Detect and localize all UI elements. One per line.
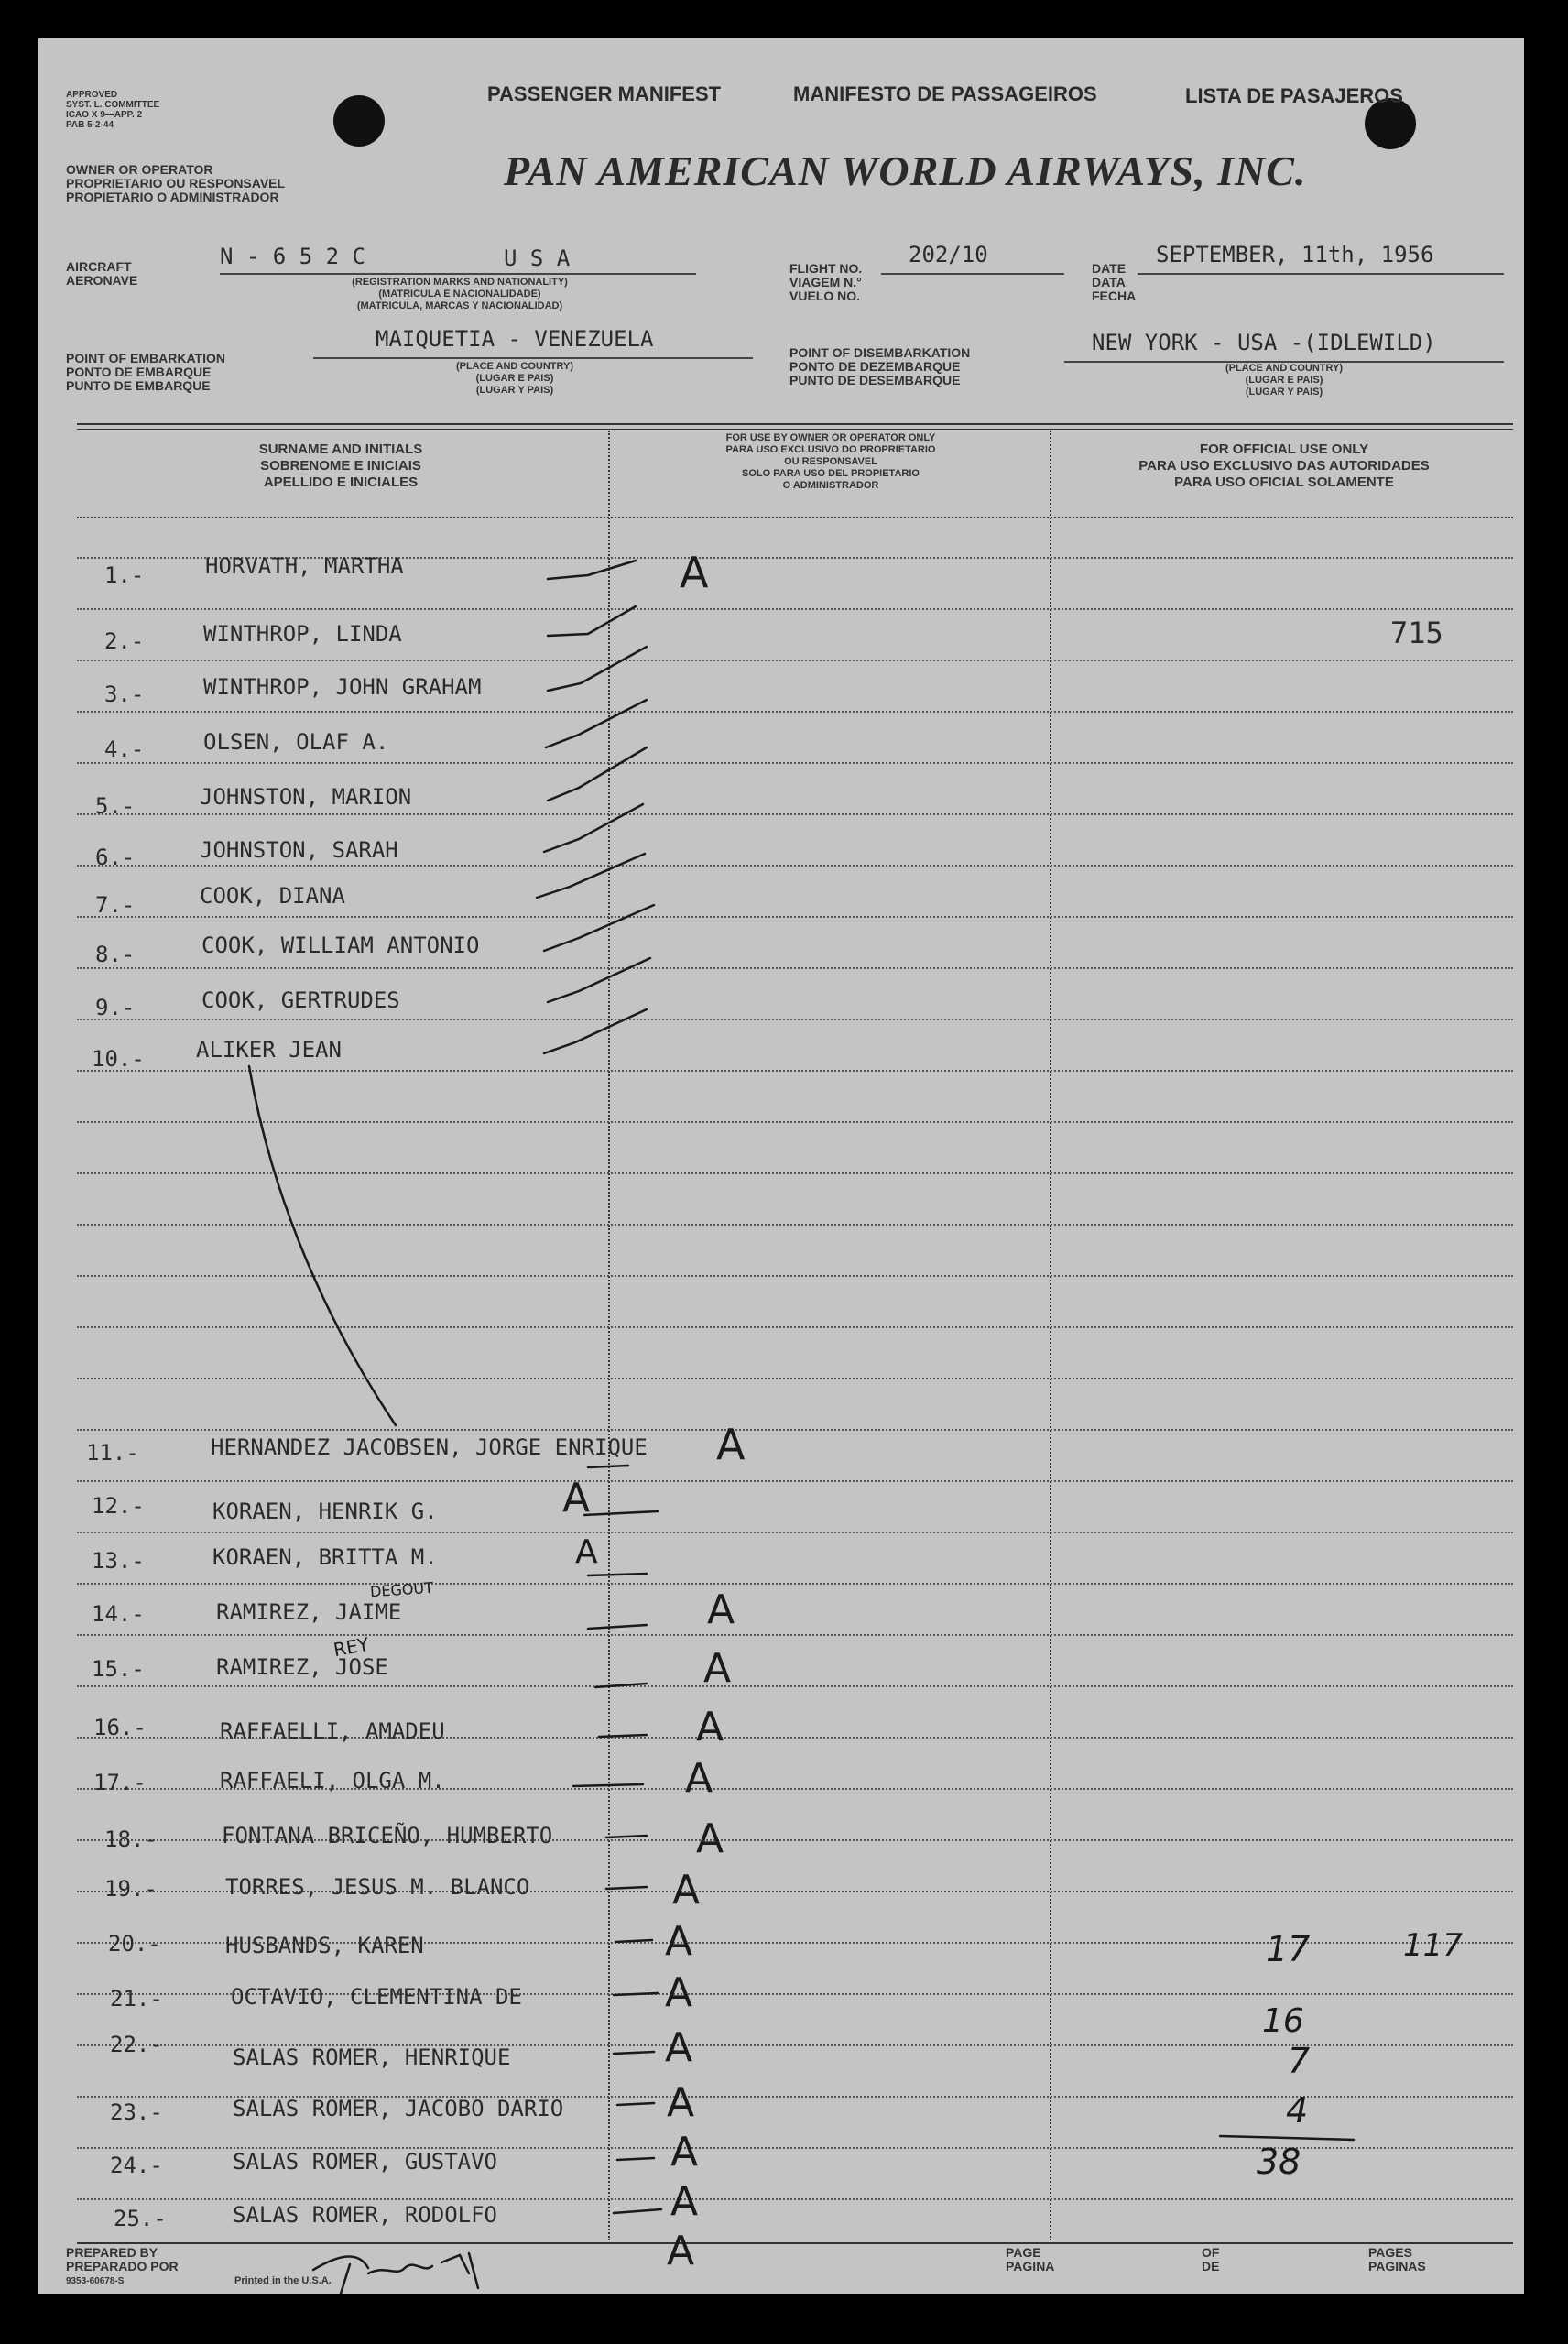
disembarkation-label-line: POINT OF DISEMBARKATION xyxy=(789,345,971,360)
embarkation-label-line: PUNTO DE EMBARQUE xyxy=(66,378,211,393)
aircraft-label-line: AIRCRAFT xyxy=(66,259,132,274)
dash-mark xyxy=(599,1735,647,1737)
note-degout: DEGOUT xyxy=(369,1578,434,1601)
title-english: PASSENGER MANIFEST xyxy=(487,82,722,105)
passenger-number: 8.- xyxy=(95,942,136,967)
title-spanish: LISTA DE PASAJEROS xyxy=(1185,84,1403,107)
owner-label-line: OWNER OR OPERATOR xyxy=(66,162,213,177)
official-number: 715 xyxy=(1390,616,1443,650)
mark-a: A xyxy=(696,1815,724,1862)
dash-mark xyxy=(588,1466,628,1467)
passenger-name: RAMIREZ, JAIME xyxy=(216,1599,402,1625)
passenger-number: 14.- xyxy=(92,1601,145,1627)
flight-label-line: VIAGEM N.° xyxy=(789,275,862,289)
aircraft-label-line: AERONAVE xyxy=(66,273,138,288)
mark-a: A xyxy=(665,1969,693,2016)
column-header-line: SOLO PARA USO DEL PROPIETARIO xyxy=(742,468,920,479)
prepared-label xyxy=(66,2246,179,2273)
mark-a: A xyxy=(680,548,709,597)
date-label-line: DATA xyxy=(1092,275,1126,289)
passenger-number: 20.- xyxy=(108,1931,161,1957)
bracket-line xyxy=(249,1066,396,1425)
dash-mark xyxy=(595,1684,647,1687)
embarkation-label-line: PONTO DE EMBARQUE xyxy=(66,365,212,379)
check-mark xyxy=(537,854,645,898)
passenger-name: HERNANDEZ JACOBSEN, JORGE ENRIQUE xyxy=(211,1434,648,1460)
passenger-number: 10.- xyxy=(92,1046,145,1072)
page-label-line: PAGINA xyxy=(1006,2259,1055,2273)
passenger-number: 23.- xyxy=(110,2099,163,2125)
aircraft-caption-line: (REGISTRATION MARKS AND NATIONALITY) xyxy=(352,277,568,288)
dash-mark xyxy=(617,2158,654,2160)
column-header-line: SOBRENOME E INICIAIS xyxy=(260,458,421,474)
aircraft-caption-line: (MATRICULA, MARCAS Y NACIONALIDAD) xyxy=(356,300,563,311)
pages-label xyxy=(1368,2246,1426,2273)
passenger-number: 5.- xyxy=(95,793,136,819)
embarkation-label-line: POINT OF EMBARKATION xyxy=(66,351,225,365)
passenger-name: SALAS ROMER, JACOBO DARIO xyxy=(233,2096,564,2121)
passenger-name: RAFFAELI, OLGA M. xyxy=(220,1768,445,1793)
pages-label-line: PAGES xyxy=(1368,2245,1412,2260)
passenger-number: 21.- xyxy=(110,1986,163,2011)
page-label xyxy=(1006,2246,1054,2273)
owner-label-line: PROPRIETARIO OU RESPONSAVEL xyxy=(66,176,286,191)
dash-mark xyxy=(614,2052,654,2054)
tally-number: 16 xyxy=(1262,2002,1304,2040)
embarkation-caption-line: (LUGAR E PAIS) xyxy=(475,373,554,384)
check-mark xyxy=(548,647,647,691)
passenger-number: 11.- xyxy=(86,1440,139,1466)
aircraft-caption-line: (MATRICULA E NACIONALIDADE) xyxy=(378,289,541,300)
flight-label-line: VUELO NO. xyxy=(789,289,861,303)
mark-a: A xyxy=(665,1918,693,1965)
tally-number: 17 xyxy=(1266,1929,1311,1969)
dash-mark xyxy=(615,1940,652,1942)
column-header-line: OU RESPONSAVEL xyxy=(784,456,877,467)
manifest-sheet xyxy=(38,38,1524,2294)
passenger-name: TORRES, JESUS M. BLANCO xyxy=(225,1874,530,1900)
column-header-line: SURNAME AND INITIALS xyxy=(258,442,423,457)
dash-mark xyxy=(606,1836,647,1837)
mark-a: A xyxy=(703,1645,732,1692)
of-label-line: DE xyxy=(1202,2259,1220,2273)
mark-a: A xyxy=(696,1704,724,1750)
passenger-name: JOHNSTON, SARAH xyxy=(200,837,398,863)
mark-a: A xyxy=(667,2079,695,2126)
mark-a: A xyxy=(672,1867,701,1913)
flight-date: SEPTEMBER, 11th, 1956 xyxy=(1156,242,1434,267)
passenger-name: OCTAVIO, CLEMENTINA DE xyxy=(231,1984,522,2010)
embarkation-place: MAIQUETIA - VENEZUELA xyxy=(376,326,654,352)
prepared-label-line: PREPARED BY xyxy=(66,2245,158,2260)
dash-mark xyxy=(573,1784,643,1786)
dash-mark xyxy=(614,2209,661,2213)
owner-label-line: PROPIETARIO O ADMINISTRADOR xyxy=(66,190,279,204)
tally-number: 4 xyxy=(1286,2090,1309,2131)
mark-a: A xyxy=(575,1533,598,1571)
passenger-name: COOK, DIANA xyxy=(200,883,345,909)
check-mark xyxy=(544,1009,647,1053)
tally-number: 117 xyxy=(1403,1927,1463,1964)
check-mark xyxy=(548,561,636,579)
mark-a: A xyxy=(562,1475,591,1521)
passenger-name: RAMIREZ, JOSE xyxy=(216,1654,388,1680)
passenger-name: JOHNSTON, MARION xyxy=(200,784,412,810)
passenger-number: 3.- xyxy=(104,681,145,707)
dash-mark xyxy=(584,1511,658,1515)
mark-a: A xyxy=(685,1755,713,1802)
passenger-name: HORVATH, MARTHA xyxy=(205,553,404,579)
form-number: 9353-60678-S xyxy=(66,2276,125,2286)
disembarkation-caption-line: (LUGAR E PAIS) xyxy=(1245,375,1323,386)
column-header-line: O ADMINISTRADOR xyxy=(782,480,879,491)
column-header-line: APELLIDO E INICIALES xyxy=(263,474,419,490)
aircraft-registration: N - 6 5 2 C xyxy=(220,244,365,269)
column-header-line: PARA USO OFICIAL SOLAMENTE xyxy=(1174,474,1394,490)
column-header-line: FOR USE BY OWNER OR OPERATOR ONLY xyxy=(725,432,936,443)
passenger-name: SALAS ROMER, HENRIQUE xyxy=(233,2044,511,2070)
passenger-name: KORAEN, HENRIK G. xyxy=(212,1499,438,1524)
passenger-number: 16.- xyxy=(93,1715,147,1740)
company-name: PAN AMERICAN WORLD AIRWAYS, INC. xyxy=(504,147,1307,194)
check-mark xyxy=(544,905,654,951)
disembarkation-label-line: PUNTO DE DESEMBARQUE xyxy=(789,373,961,387)
dash-mark xyxy=(614,1993,658,1995)
pages-label-line: PAGINAS xyxy=(1368,2259,1426,2273)
dash-mark xyxy=(588,1574,647,1575)
tally-number: 7 xyxy=(1288,2041,1311,2081)
flight-label-line: FLIGHT NO. xyxy=(789,261,863,276)
passenger-number: 24.- xyxy=(110,2153,163,2178)
mark-a: A xyxy=(670,2129,699,2175)
title-portuguese: MANIFESTO DE PASSAGEIROS xyxy=(793,82,1097,105)
passenger-name: FONTANA BRICEÑO, HUMBERTO xyxy=(222,1823,553,1848)
column-header-line: FOR OFFICIAL USE ONLY xyxy=(1199,442,1369,457)
mark-a: A xyxy=(707,1586,735,1633)
passenger-number: 18.- xyxy=(104,1826,158,1852)
disembarkation-label-line: PONTO DE DEZEMBARQUE xyxy=(789,359,961,374)
aircraft-nationality: U S A xyxy=(504,245,571,271)
passenger-name: KORAEN, BRITTA M. xyxy=(212,1544,438,1570)
check-mark xyxy=(544,804,643,852)
passenger-name: HUSBANDS, KAREN xyxy=(225,1933,424,1958)
date-label-line: FECHA xyxy=(1092,289,1137,303)
page-label-line: PAGE xyxy=(1006,2245,1041,2260)
check-mark xyxy=(548,747,647,801)
passenger-name: OLSEN, OLAF A. xyxy=(203,729,389,755)
passenger-name: WINTHROP, JOHN GRAHAM xyxy=(203,674,482,700)
embarkation-caption-line: (LUGAR Y PAIS) xyxy=(475,385,554,396)
date-label-line: DATE xyxy=(1092,261,1127,276)
tally-number: 38 xyxy=(1257,2142,1301,2182)
check-mark xyxy=(548,958,650,1002)
passenger-number: 9.- xyxy=(95,995,136,1020)
signature-scribble xyxy=(313,2253,478,2294)
of-label-line: OF xyxy=(1202,2245,1220,2260)
mark-a: A xyxy=(670,2178,699,2225)
disembarkation-caption-line: (LUGAR Y PAIS) xyxy=(1245,387,1323,398)
passenger-number: 13.- xyxy=(92,1548,145,1574)
mark-a: A xyxy=(667,2228,695,2274)
passenger-number: 15.- xyxy=(92,1656,145,1682)
approval-line: SYST. L. COMMITTEE xyxy=(66,100,160,110)
passenger-number: 12.- xyxy=(92,1493,145,1519)
disembarkation-caption-line: (PLACE AND COUNTRY) xyxy=(1225,363,1344,374)
column-header-line: PARA USO EXCLUSIVO DAS AUTORIDADES xyxy=(1138,458,1430,474)
passenger-name: SALAS ROMER, RODOLFO xyxy=(233,2202,497,2228)
passenger-name: ALIKER JEAN xyxy=(196,1037,342,1063)
passenger-number: 7.- xyxy=(95,892,136,918)
tally-underline xyxy=(1220,2136,1354,2140)
dash-mark xyxy=(606,1887,647,1889)
check-mark xyxy=(546,700,647,747)
prepared-label-line: PREPARADO POR xyxy=(66,2259,179,2273)
approval-line: ICAO X 9—APP. 2 xyxy=(66,110,143,120)
note-rey: REY xyxy=(332,1632,371,1662)
passenger-number: 6.- xyxy=(95,845,136,870)
passenger-number: 25.- xyxy=(114,2206,167,2231)
column-header-line: PARA USO EXCLUSIVO DO PROPRIETARIO xyxy=(725,444,936,455)
passenger-number: 22.- xyxy=(110,2032,163,2057)
passenger-number: 2.- xyxy=(104,628,145,654)
mark-a: A xyxy=(716,1420,746,1469)
dash-mark xyxy=(617,2103,654,2105)
passenger-name: COOK, GERTRUDES xyxy=(201,987,400,1013)
passenger-number: 4.- xyxy=(104,736,145,762)
approval-line: APPROVED xyxy=(66,90,118,100)
passenger-number: 17.- xyxy=(93,1770,147,1795)
printed-in-usa: Printed in the U.S.A. xyxy=(234,2275,332,2286)
of-label xyxy=(1202,2246,1219,2273)
passenger-name: RAFFAELLI, AMADEU xyxy=(220,1718,445,1744)
flight-number: 202/10 xyxy=(909,242,988,267)
mark-a: A xyxy=(665,2024,693,2071)
passenger-number: 1.- xyxy=(104,562,145,588)
disembarkation-place: NEW YORK - USA -(IDLEWILD) xyxy=(1092,330,1436,355)
passenger-name: WINTHROP, LINDA xyxy=(203,621,402,647)
approval-line: PAB 5-2-44 xyxy=(66,120,114,130)
dash-mark xyxy=(588,1625,647,1629)
check-mark xyxy=(548,606,636,636)
embarkation-caption-line: (PLACE AND COUNTRY) xyxy=(455,361,574,372)
passenger-number: 19.- xyxy=(104,1876,158,1902)
passenger-name: COOK, WILLIAM ANTONIO xyxy=(201,932,480,958)
passenger-name: SALAS ROMER, GUSTAVO xyxy=(233,2149,497,2175)
